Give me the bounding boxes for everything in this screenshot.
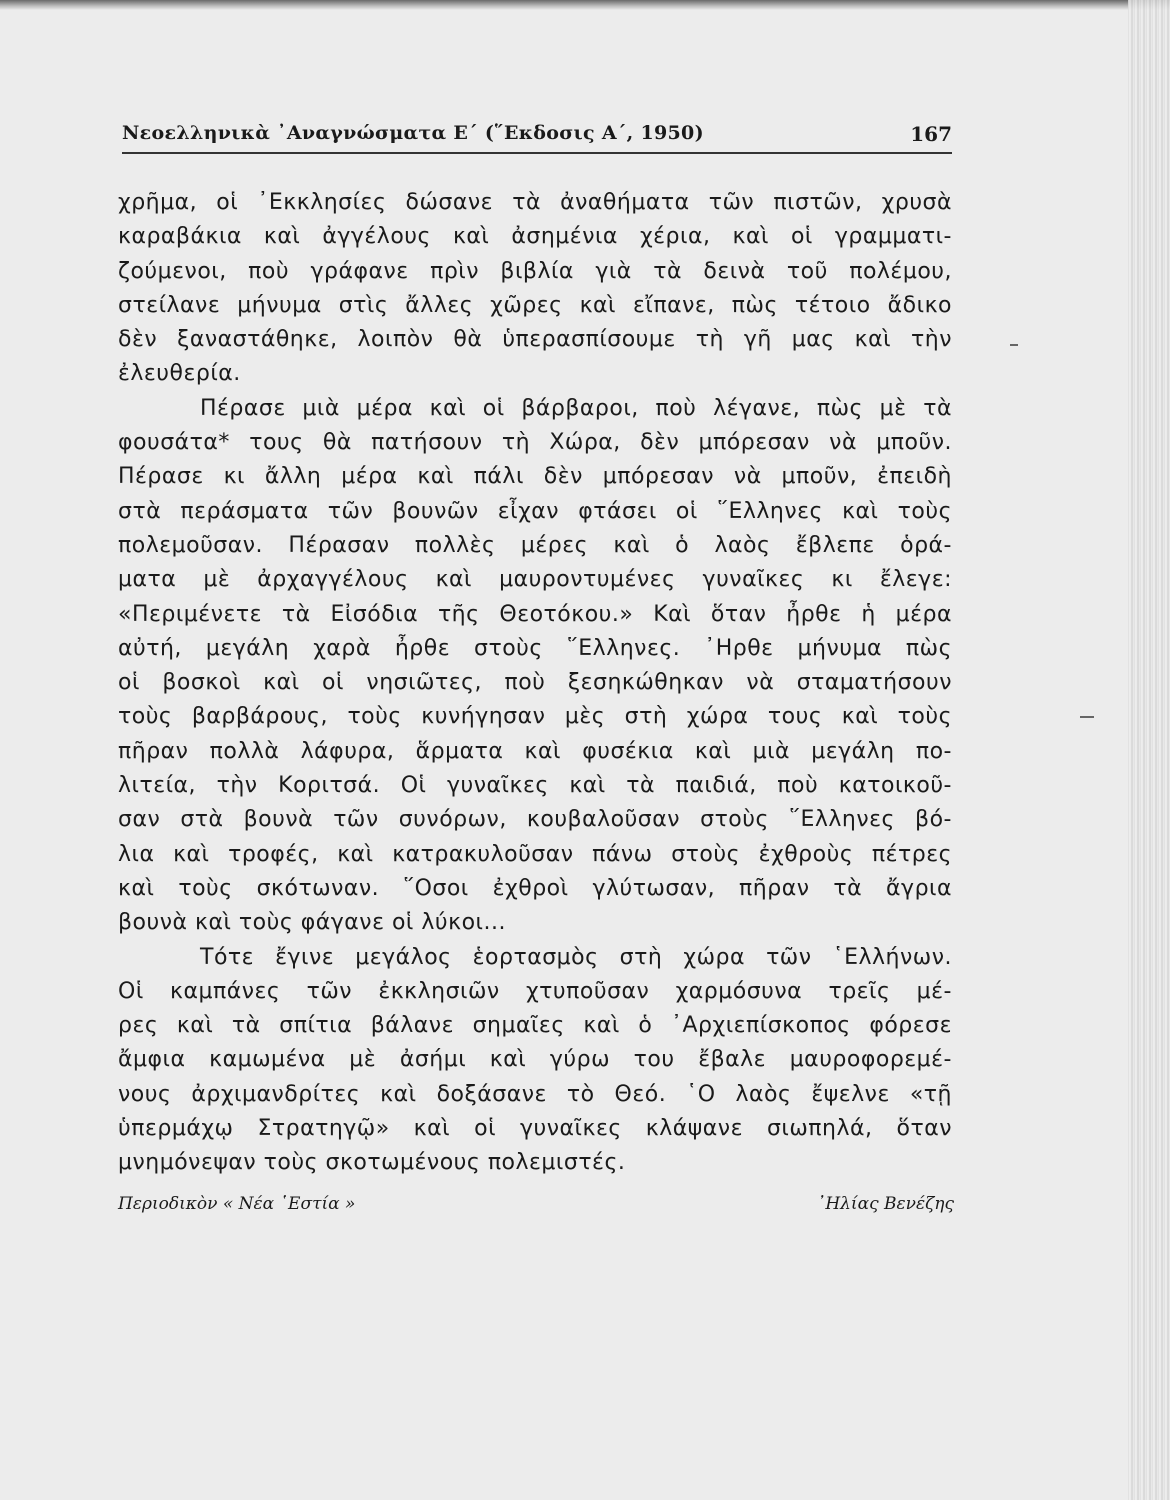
text-line: αὐτή, μεγάλη χαρὰ ἦρθε στοὺς ῞Ελληνες. ᾿Ηρθε μήνυμα πὼς bbox=[118, 635, 952, 661]
text-line: ματα μὲ ἀρχαγγέλους καὶ μαυροντυμένες γυναῖκες κι ἔλεγε: bbox=[118, 567, 952, 593]
text-line: χρῆμα, οἱ ᾿Εκκλησίες δώσανε τὰ ἀναθήματα τῶν πιστῶν, χρυσὰ bbox=[118, 190, 952, 215]
text-line: στείλανε μήνυμα στὶς ἄλλες χῶρες καὶ εἴπανε, πὼς τέτοιο ἄδικο bbox=[118, 292, 952, 318]
text-line: πῆραν πολλὰ λάφυρα, ἅρματα καὶ φυσέκια καὶ μιὰ μεγάλη πο- bbox=[118, 738, 952, 764]
text-line: Πέρασε κι ἄλλη μέρα καὶ πάλι δὲν μπόρεσαν νὰ μποῦν, ἐπειδὴ bbox=[118, 464, 952, 490]
text-line: ἐλευθερία. bbox=[118, 361, 241, 387]
source-citation: Περιοδικὸν « Νέα ῾Εστία » bbox=[118, 1194, 356, 1214]
running-head bbox=[122, 118, 952, 154]
author-name: ᾿Ηλίας Βενέζης bbox=[816, 1194, 954, 1214]
text-line: πολεμοῦσαν. Πέρασαν πολλὲς μέρες καὶ ὁ λαὸς ἔβλεπε ὁρά- bbox=[118, 532, 952, 558]
text-line: οἱ βοσκοὶ καὶ οἱ νησιῶτες, ποὺ ξεσηκώθηκαν νὰ σταματήσουν bbox=[118, 670, 952, 696]
text-line: ρες καὶ τὰ σπίτια βάλανε σημαῖες καὶ ὁ ᾿Αρχιεπίσκοπος φόρεσε bbox=[118, 1013, 952, 1039]
margin-mark bbox=[1080, 716, 1094, 718]
page-number: 167 bbox=[910, 122, 952, 146]
paragraph-start: Πέρασε μιὰ μέρα καὶ οἱ βάρβαροι, ποὺ λέγανε, πὼς μὲ τὰ bbox=[200, 395, 952, 421]
text-line: μνημόνεψαν τοὺς σκοτωμένους πολεμιστές. bbox=[118, 1150, 626, 1176]
text-line: τοὺς βαρβάρους, τοὺς κυνήγησαν μὲς στὴ χώρα τους καὶ τοὺς bbox=[118, 704, 952, 730]
text-line: «Περιμένετε τὰ Εἰσόδια τῆς Θεοτόκου.» Καὶ ὅταν ἦρθε ἡ μέρα bbox=[118, 601, 952, 627]
body-text bbox=[118, 186, 952, 1181]
running-title: Νεοελληνικὰ ᾿Αναγνώσματα Ε΄ (῞Εκδοσις Α΄, 1950) bbox=[122, 122, 704, 144]
attribution bbox=[118, 1194, 954, 1222]
text-line: στὰ περάσματα τῶν βουνῶν εἶχαν φτάσει οἱ ῞Ελληνες καὶ τοὺς bbox=[118, 498, 952, 524]
text-line: νους ἀρχιμανδρίτες καὶ δοξάσανε τὸ Θεό. ῾Ο λαὸς ἔψελνε «τῇ bbox=[118, 1081, 952, 1107]
text-line: βουνὰ καὶ τοὺς φάγανε οἱ λύκοι... bbox=[118, 910, 506, 936]
text-line: σαν στὰ βουνὰ τῶν συνόρων, κουβαλοῦσαν στοὺς ῞Ελληνες βό- bbox=[118, 807, 952, 833]
text-line: ζούμενοι, ποὺ γράφανε πρὶν βιβλία γιὰ τὰ δεινὰ τοῦ πολέμου, bbox=[118, 258, 952, 284]
text-line: λιτεία, τὴν Κοριτσά. Οἱ γυναῖκες καὶ τὰ παιδιά, ποὺ κατοικοῦ- bbox=[118, 773, 952, 799]
text-line: καὶ τοὺς σκότωναν. ῞Οσοι ἐχθροὶ γλύτωσαν, πῆραν τὰ ἄγρια bbox=[118, 875, 952, 901]
text-line: δὲν ξαναστάθηκε, λοιπὸν θὰ ὑπερασπίσουμε τὴ γῆ μας καὶ τὴν bbox=[118, 327, 952, 353]
text-line: ἄμφια καμωμένα μὲ ἀσήμι καὶ γύρω του ἔβαλε μαυροφορεμέ- bbox=[118, 1047, 952, 1073]
margin-mark bbox=[1010, 344, 1018, 346]
page-top-edge bbox=[0, 0, 1170, 10]
paragraph-start: Τότε ἔγινε μεγάλος ἑορτασμὸς στὴ χώρα τῶν ῾Ελλήνων. bbox=[200, 944, 952, 970]
text-line: Οἱ καμπάνες τῶν ἐκκλησιῶν χτυποῦσαν χαρμόσυνα τρεῖς μέ- bbox=[118, 978, 952, 1004]
text-line: λια καὶ τροφές, καὶ κατρακυλοῦσαν πάνω στοὺς ἐχθροὺς πέτρες bbox=[118, 841, 952, 867]
text-line: φουσάτα* τους θὰ πατήσουν τὴ Χώρα, δὲν μπόρεσαν νὰ μποῦν. bbox=[118, 430, 952, 456]
text-line: ὑπερμάχῳ Στρατηγῷ» καὶ οἱ γυναῖκες κλάψανε σιωπηλά, ὅταν bbox=[118, 1116, 952, 1142]
text-line: καραβάκια καὶ ἀγγέλους καὶ ἀσημένια χέρια, καὶ οἱ γραμματι- bbox=[118, 224, 952, 250]
page-edge-stack bbox=[1128, 0, 1170, 1500]
